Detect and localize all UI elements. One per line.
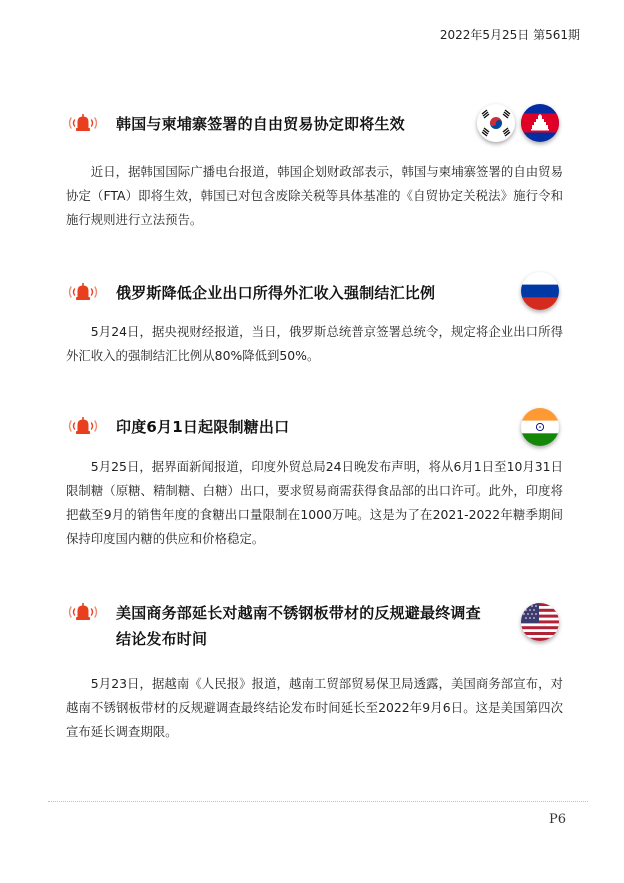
issue-date: 2022年5月25日 第561期 [439, 28, 580, 42]
alarm-icon [66, 415, 100, 437]
alarm-icon [66, 601, 100, 623]
article-body: 5月25日，据界面新闻报道，印度外贸总局24日晚发布声明，将从6月1日至10月31日限制糖（原糖、精制糖、白糖）出口，要求贸易商需获得食品部的出口许可。此外，印度将把截至9月的销售年度的食糖出口量限制在1000万吨。这是为了在2021-2022年糖季期间保持印度国内糖的供应和价格稳定。 [66, 459, 563, 546]
article-title: 俄罗斯降低企业出口所得外汇收入强制结汇比例 [116, 284, 436, 302]
article-body: 近日，据韩国国际广播电台报道，韩国企划财政部表示，韩国与柬埔寨签署的自由贸易协定（FTA）即将生效，韩国已对包含废除关税等具体基准的《自贸协定关税法》施行令和施行规则进行立法预告。 [66, 164, 563, 227]
cambodia-flag-icon [521, 104, 559, 142]
article-body: 5月23日，据越南《人民报》报道，越南工贸部贸易保卫局透露，美国商务部宣布，对越南不锈钢板带材的反规避调查最终结论发布时间延长至2022年9月6日。这是美国第四次宣布延长调查期限。 [66, 676, 563, 739]
footer-divider [48, 801, 588, 802]
alarm-icon [66, 112, 100, 134]
usa-flag-icon [521, 603, 559, 641]
page-number: P6 [548, 812, 566, 827]
article-title: 韩国与柬埔寨签署的自由贸易协定即将生效 [116, 115, 405, 133]
article-title: 印度6月1日起限制糖出口 [116, 418, 290, 436]
south-korea-flag-icon [477, 104, 515, 142]
india-flag-icon [521, 408, 559, 446]
article-title: 美国商务部延长对越南不锈钢板带材的反规避最终调查 [116, 604, 481, 622]
russia-flag-icon [521, 272, 559, 310]
alarm-icon [66, 281, 100, 303]
article-title-line-2: 结论发布时间 [116, 630, 208, 648]
article-body: 5月24日，据央视财经报道，当日，俄罗斯总统普京签署总统令，规定将企业出口所得外汇收入的强制结汇比例从80%降低到50%。 [66, 324, 563, 363]
